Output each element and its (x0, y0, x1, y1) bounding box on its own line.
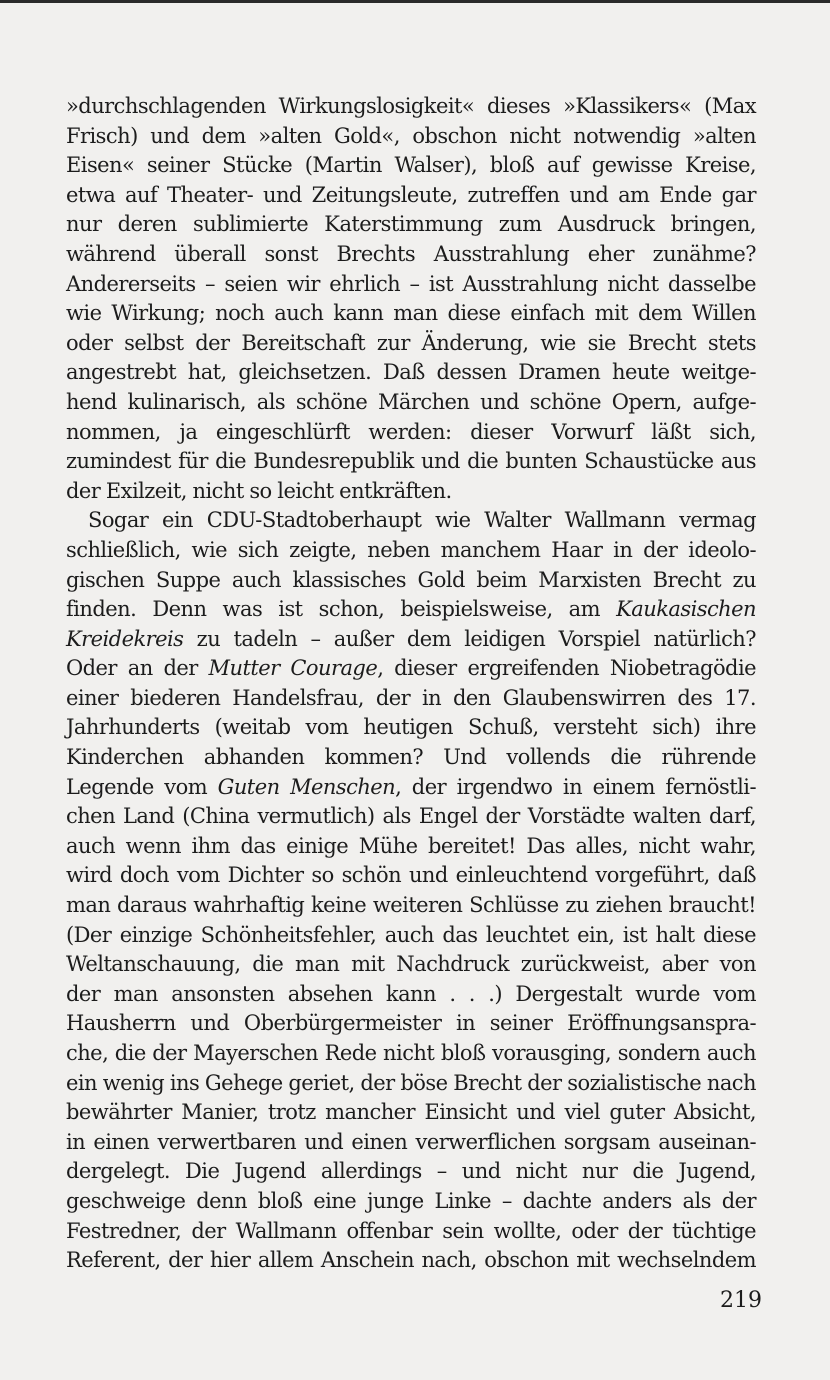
text-line-37: dergelegt. Die Jugend allerdings – und nicht nur die Jugend, (66, 1159, 756, 1184)
text-line-23: Kinderchen abhanden kommen? Und vollends die rührende (66, 745, 756, 770)
text-line-4: etwa auf Theater- und Zeitungsleute, zutreffen und am Ende gar (66, 182, 756, 207)
text-line-6: während überall sonst Brechts Ausstrahlung eher zunähme? (66, 241, 756, 266)
page-top-edge (0, 0, 830, 3)
text-line-22: Jahrhunderts (weitab vom heutigen Schuß, versteht sich) ihre (66, 715, 756, 740)
text-line-10: angestrebt hat, gleichsetzen. Daß dessen Dramen heute weitge- (66, 360, 756, 385)
text-line-28: man daraus wahrhaftig keine weiteren Schlüsse zu ziehen braucht! (66, 893, 756, 918)
text-line-29: (Der einzige Schönheitsfehler, auch das leuchtet ein, ist halt diese (66, 922, 756, 947)
text-line-34: ein wenig ins Gehege geriet, der böse Brecht der sozialistische nach (66, 1070, 756, 1095)
text-line-17: gischen Suppe auch klassisches Gold beim Marxisten Brecht zu (66, 567, 756, 592)
text-line-2: Frisch) und dem »alten Gold«, obschon nicht notwendig »alten (66, 123, 756, 148)
title-mutter-courage: Mutter Courage (208, 656, 378, 681)
text-line-15: Sogar ein CDU-Stadtoberhaupt wie Walter Wallmann vermag (88, 508, 756, 533)
text-line-13: zumindest für die Bundesrepublik und die bunten Schaustücke aus (66, 449, 756, 474)
text-line-33: che, die der Mayerschen Rede nicht bloß vorausging, sondern auch (66, 1041, 756, 1065)
page-number: 219 (720, 1288, 762, 1313)
text-line-7: Andererseits – seien wir ehrlich – ist Ausstrahlung nicht dasselbe (66, 271, 756, 296)
text-line-36: in einen verwertbaren und einen verwerflichen sorgsam auseinan- (66, 1129, 756, 1154)
text-line-5: nur deren sublimierte Katerstimmung zum Ausdruck bringen, (66, 212, 756, 237)
text-line-9: oder selbst der Bereitschaft zur Änderung, wie sie Brecht stets (66, 330, 756, 355)
text-line-40: Referent, der hier allem Anschein nach, obschon mit wechselndem (66, 1248, 756, 1273)
text-line-27: wird doch vom Dichter so schön und einleuchtend vorgeführt, daß (66, 863, 756, 888)
text-line-31: der man ansonsten absehen kann . . .) Dergestalt wurde vom (66, 981, 756, 1006)
text-line-8: wie Wirkung; noch auch kann man diese einfach mit dem Willen (66, 301, 756, 326)
text-line-38: geschweige denn bloß eine junge Linke – dachte anders als der (66, 1188, 756, 1213)
text-line-25: chen Land (China vermutlich) als Engel der Vorstädte walten darf, (66, 804, 756, 829)
title-guten-menschen: Guten Menschen (217, 774, 396, 799)
text-line-20: Oder an der Mutter Courage, dieser ergreifenden Niobetragödie (66, 656, 756, 681)
text-line-18: finden. Denn was ist schon, beispielsweise, am Kaukasischen (66, 597, 756, 622)
title-kreidekreis: Kreidekreis (66, 626, 184, 651)
text-line-12: nommen, ja eingeschlürft werden: dieser Vorwurf läßt sich, (66, 419, 756, 444)
title-kaukasischen: Kaukasischen (616, 597, 756, 622)
text-line-21: einer biederen Handelsfrau, der in den Glaubenswirren des 17. (66, 685, 756, 710)
text-line-24: Legende vom Guten Menschen, der irgendwo in einem fernöstli- (66, 774, 757, 799)
text-line-16: schließlich, wie sich zeigte, neben manchem Haar in der ideolo- (66, 537, 756, 562)
text-line-1: »durchschlagenden Wirkungslosigkeit« dieses »Klassikers« (Max (66, 94, 756, 118)
text-line-30: Weltanschauung, die man mit Nachdruck zurückweist, aber von (66, 952, 756, 977)
book-page-text (66, 92, 756, 1276)
text-line-11: hend kulinarisch, als schöne Märchen und schöne Opern, aufge- (66, 389, 756, 414)
text-line-14: der Exilzeit, nicht so leicht entkräften. (66, 478, 452, 503)
text-line-39: Festredner, der Wallmann offenbar sein wollte, oder der tüchtige (66, 1218, 756, 1243)
text-line-3: Eisen« seiner Stücke (Martin Walser), bloß auf gewisse Kreise, (66, 153, 756, 178)
text-line-32: Hausherrn und Oberbürgermeister in seiner Eröffnungsanspra- (66, 1011, 756, 1036)
text-line-26: auch wenn ihm das einige Mühe bereitet! Das alles, nicht wahr, (66, 833, 756, 858)
text-line-19: Kreidekreis zu tadeln – außer dem leidigen Vorspiel natürlich? (66, 626, 756, 651)
text-line-35: bewährter Manier, trotz mancher Einsicht und viel guter Absicht, (66, 1100, 756, 1125)
